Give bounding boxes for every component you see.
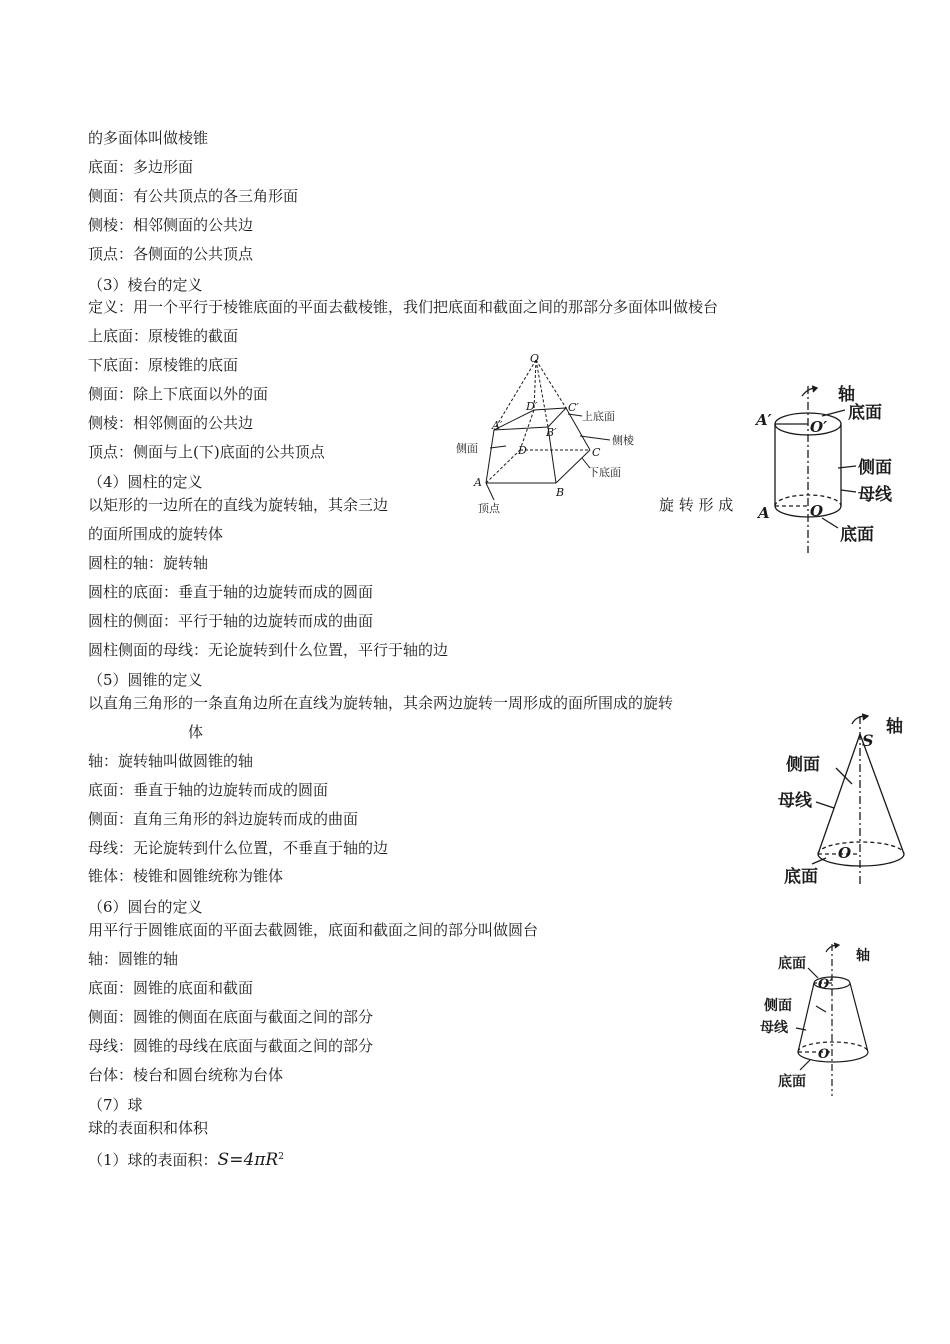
label-vertex-point: 顶点 — [478, 502, 500, 515]
label-A1: A′ — [492, 419, 503, 432]
formula-rhs: =4πR — [229, 1150, 279, 1170]
label-top-base: 底面 — [848, 403, 882, 423]
formula-prefix: （1）球的表面积： — [88, 1151, 218, 1169]
label-axis: 轴 — [886, 717, 903, 737]
text-line: 锥体：棱锥和圆锥统称为锥体 — [88, 867, 284, 885]
section-heading: （4）圆柱的定义 — [88, 473, 203, 491]
text-line: 定义：用一个平行于棱锥底面的平面去截棱锥，我们把底面和截面之间的那部分多面体叫做棱台 — [88, 298, 719, 316]
label-bottom-base: 底面 — [840, 525, 874, 545]
label-S: S — [862, 731, 874, 750]
text-line: 台体：棱台和圆台统称为台体 — [88, 1066, 284, 1084]
text-line: 侧面：直角三角形的斜边旋转而成的曲面 — [88, 810, 359, 828]
label-lateral-face: 侧面 — [764, 998, 792, 1014]
text-line: 侧面：有公共顶点的各三角形面 — [88, 187, 299, 205]
label-lower-base: 下底面 — [588, 466, 621, 479]
formula-exponent: 2 — [278, 1152, 284, 1162]
label-C: C — [592, 446, 601, 459]
text-line: 的多面体叫做棱锥 — [88, 129, 209, 147]
text-line: 侧棱：相邻侧面的公共边 — [88, 414, 254, 432]
label-top-base: 底面 — [778, 956, 806, 972]
label-lateral-face: 侧面 — [786, 755, 820, 775]
text-line: 体 — [188, 723, 204, 741]
frustum-diagram — [450, 350, 650, 520]
text-line: 圆柱的侧面：平行于轴的边旋转而成的曲面 — [88, 612, 374, 630]
truncated-cone-diagram — [760, 938, 910, 1098]
text-line: 圆柱侧面的母线：无论旋转到什么位置，平行于轴的边 — [88, 641, 449, 659]
label-axis: 轴 — [856, 948, 870, 964]
section-heading: （6）圆台的定义 — [88, 898, 203, 916]
text-line: 下底面：原棱锥的底面 — [88, 356, 239, 374]
label-A: A — [474, 476, 482, 489]
label-O: O — [838, 844, 852, 862]
text-line: 顶点：侧面与上(下)底面的公共顶点 — [88, 443, 325, 461]
text-line: 底面：多边形面 — [88, 158, 194, 176]
label-axis: 轴 — [838, 385, 855, 405]
label-lateral-face: 侧面 — [858, 458, 892, 478]
text-line: 圆柱的轴：旋转轴 — [88, 554, 209, 572]
label-base: 底面 — [784, 867, 818, 887]
text-line: 球的表面积和体积 — [88, 1119, 209, 1137]
text-line: 圆柱的底面：垂直于轴的边旋转而成的圆面 — [88, 583, 374, 601]
section-heading: （5）圆锥的定义 — [88, 671, 203, 689]
label-O: O — [530, 352, 540, 365]
label-D: D — [518, 444, 527, 457]
cone-diagram — [772, 712, 922, 892]
text-line: 顶点：各侧面的公共顶点 — [88, 245, 254, 263]
section-heading: （3）棱台的定义 — [88, 276, 203, 294]
label-A: A — [758, 504, 770, 522]
label-generatrix: 母线 — [778, 791, 812, 811]
text-line: 轴：旋转轴叫做圆锥的轴 — [88, 752, 254, 770]
label-A1: A′ — [756, 411, 772, 429]
text-line: 上底面：原棱锥的截面 — [88, 327, 239, 345]
text-line: 侧面：除上下底面以外的面 — [88, 385, 269, 403]
text-line: 侧棱：相邻侧面的公共边 — [88, 216, 254, 234]
text-line: 侧面：圆锥的侧面在底面与截面之间的部分 — [88, 1008, 374, 1026]
label-bottom-base: 底面 — [778, 1074, 806, 1090]
label-lateral-edge: 侧棱 — [612, 434, 634, 447]
label-O1: O′ — [818, 977, 833, 992]
label-B1: B′ — [546, 426, 557, 439]
text-line: 旋 转 形 成 — [659, 496, 734, 514]
label-B: B — [556, 486, 565, 499]
label-O: O — [810, 502, 824, 520]
text-line: 的面所围成的旋转体 — [88, 525, 224, 543]
text-line: 以矩形的一边所在的直线为旋转轴，其余三边 — [88, 496, 389, 514]
label-O1: O′ — [810, 418, 828, 436]
formula-lhs: S — [217, 1150, 230, 1170]
label-D1: D′ — [526, 400, 538, 413]
label-upper-base: 上底面 — [582, 410, 615, 423]
text-line: 母线：圆锥的母线在底面与截面之间的部分 — [88, 1037, 374, 1055]
label-O: O — [818, 1047, 830, 1062]
text-line: 母线：无论旋转到什么位置，不垂直于轴的边 — [88, 839, 389, 857]
cylinder-diagram — [750, 378, 920, 558]
section-heading: （7）球 — [88, 1096, 143, 1114]
label-generatrix: 母线 — [760, 1020, 788, 1036]
label-C1: C′ — [568, 401, 579, 414]
surface-area-formula — [88, 1147, 284, 1170]
label-lateral-face: 侧面 — [456, 442, 478, 455]
text-line: 轴：圆锥的轴 — [88, 950, 179, 968]
text-line: 底面：圆锥的底面和截面 — [88, 979, 254, 997]
text-line: 用平行于圆锥底面的平面去截圆锥，底面和截面之间的部分叫做圆台 — [88, 921, 539, 939]
text-line: 底面：垂直于轴的边旋转而成的圆面 — [88, 781, 329, 799]
text-line: 以直角三角形的一条直角边所在直线为旋转轴，其余两边旋转一周形成的面所围成的旋转 — [88, 694, 674, 712]
label-generatrix: 母线 — [858, 485, 892, 505]
